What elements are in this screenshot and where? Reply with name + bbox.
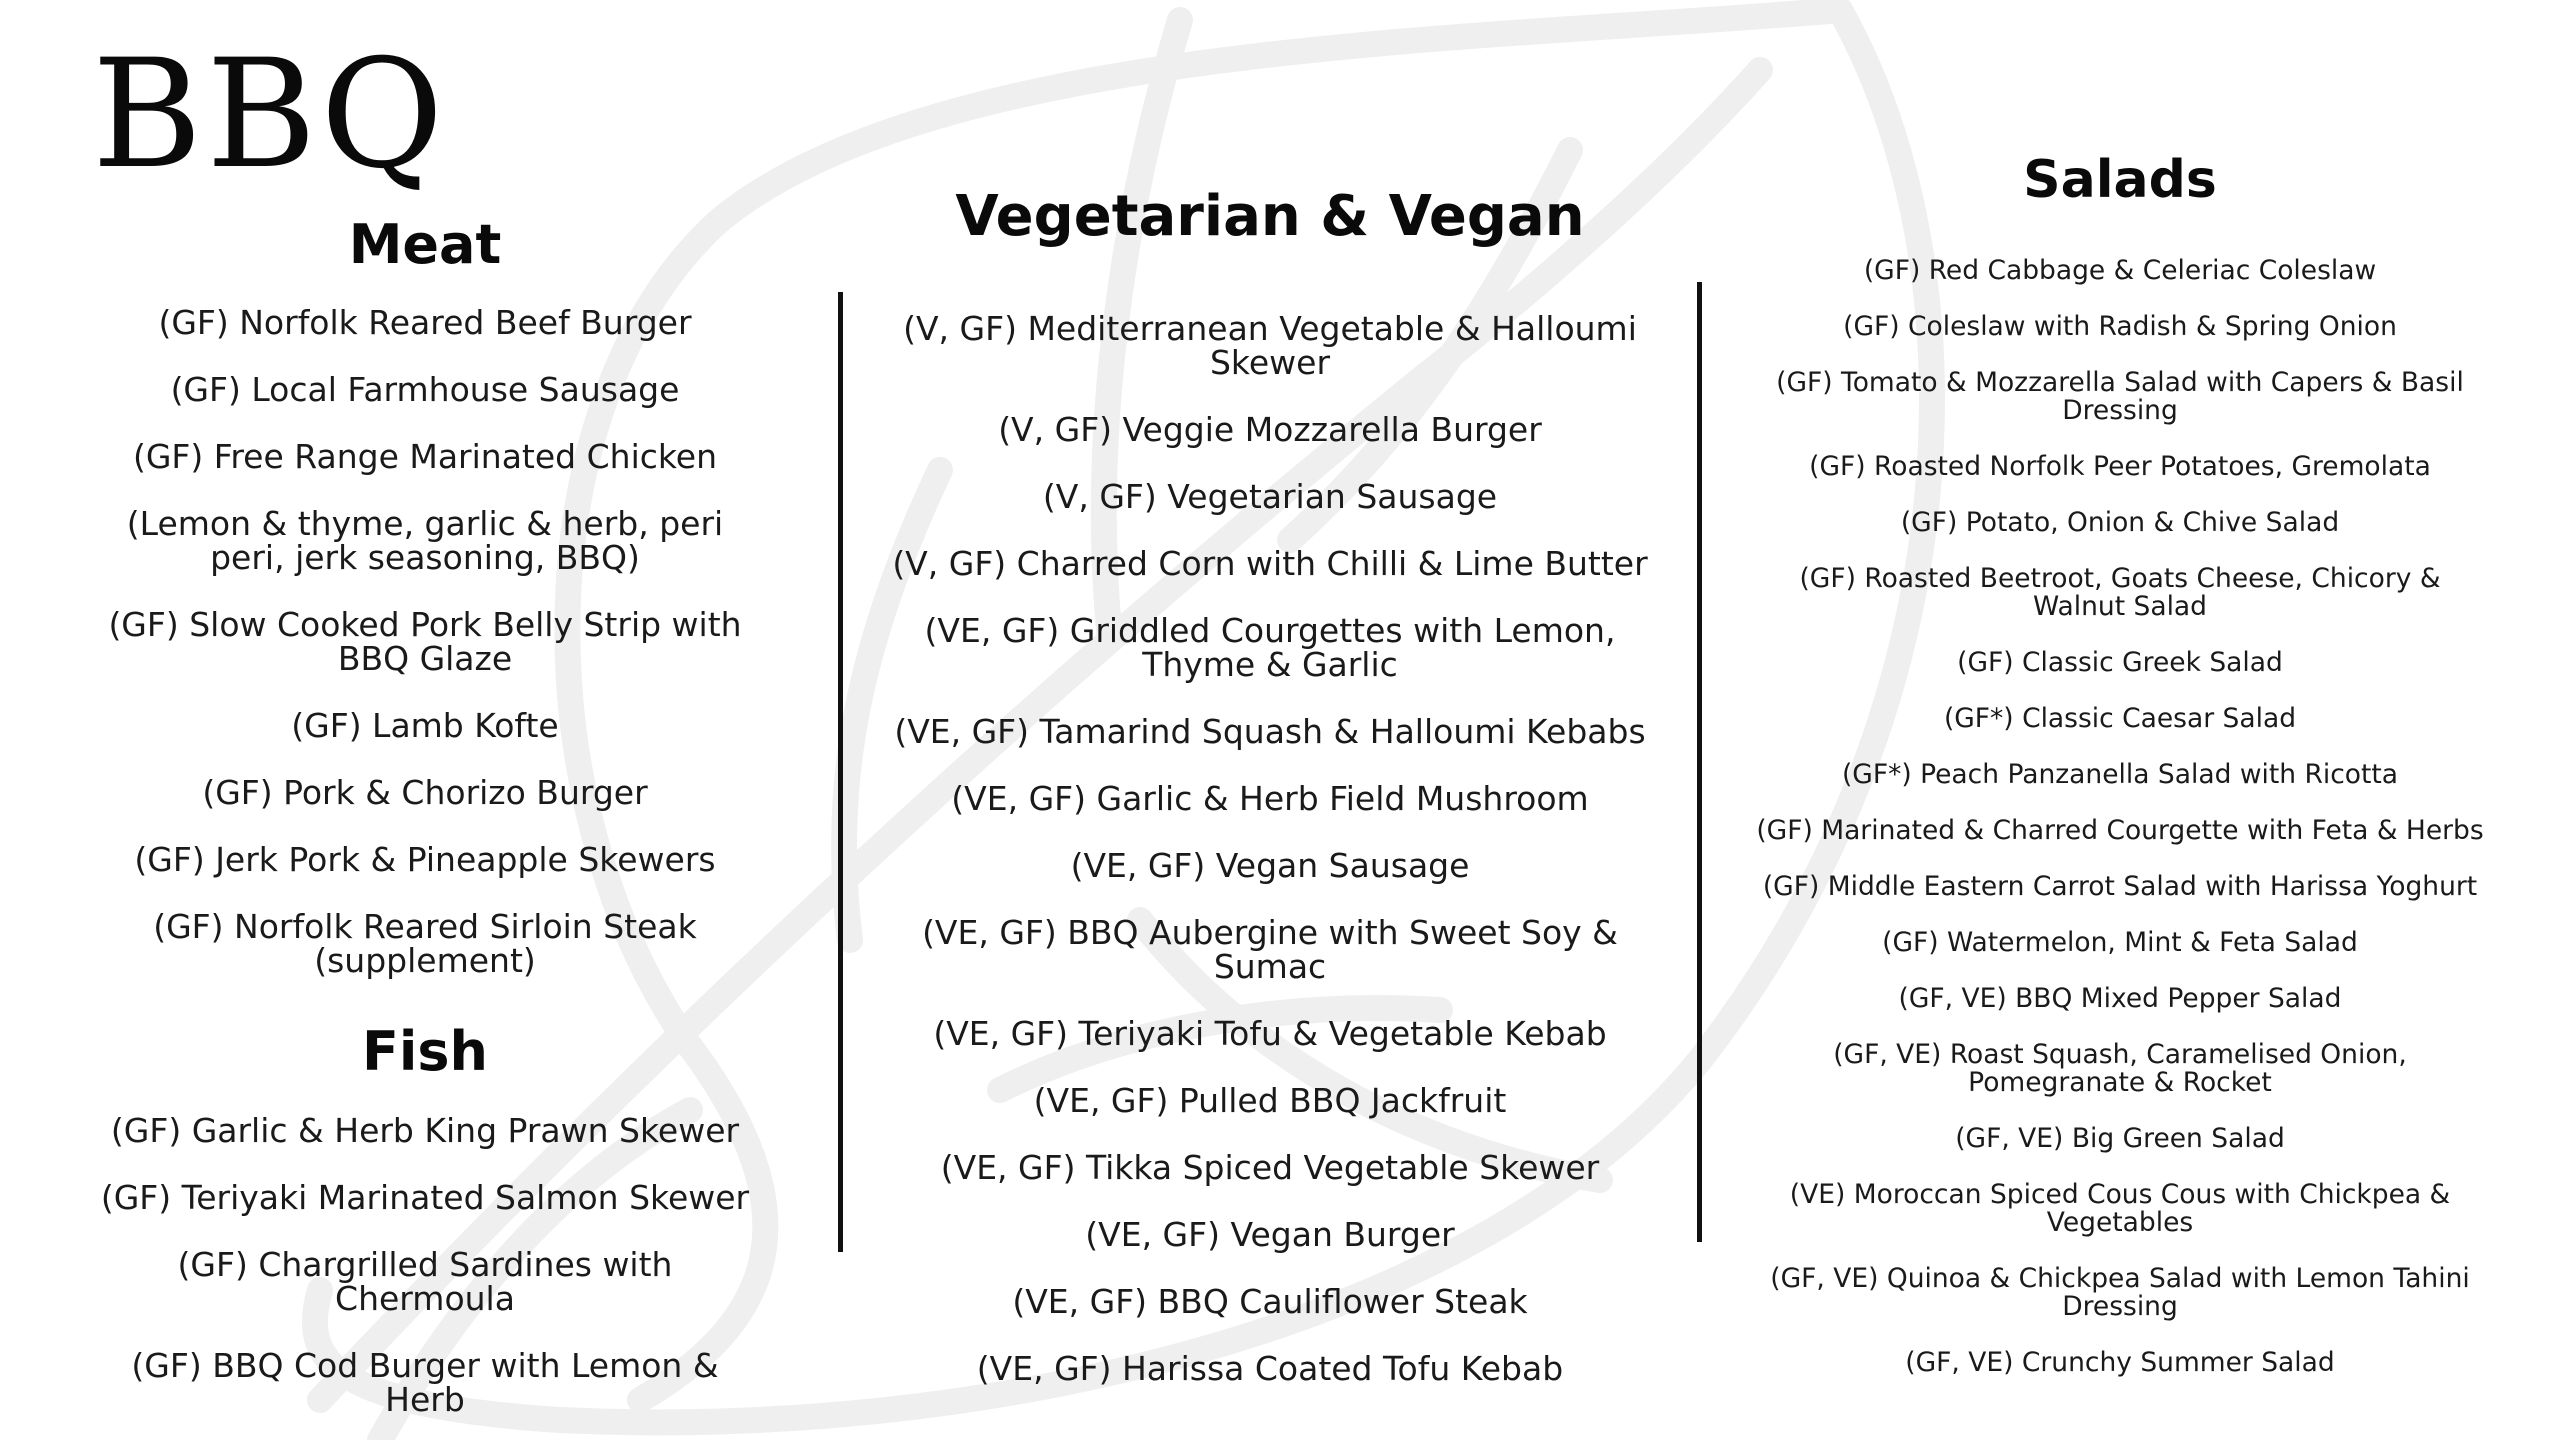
menu-item: (GF) Pork & Chorizo Burger <box>202 773 648 813</box>
menu-item: (GF) BBQ Cod Burger with Lemon & Herb <box>131 1345 719 1419</box>
menu-item: (VE, GF) Griddled Courgettes with Lemon, Thyme & Garlic <box>924 610 1616 684</box>
salads-heading: Salads <box>2023 150 2217 210</box>
menu-item: (V, GF) Vegetarian Sausage <box>1042 476 1498 516</box>
vegetarian-column <box>860 186 1680 1386</box>
menu-item: (GF, VE) Big Green Salad <box>1955 1123 2285 1155</box>
menu-item: (GF) Middle Eastern Carrot Salad with Harissa Yoghurt <box>1762 871 2478 903</box>
menu-item: (GF) Roasted Norfolk Peer Potatoes, Gremolata <box>1809 451 2431 483</box>
fish-heading: Fish <box>362 1020 488 1084</box>
meat-heading: Meat <box>348 213 502 276</box>
column-divider <box>838 292 843 1252</box>
menu-item: (GF) Chargrilled Sardines with Chermoula <box>177 1244 673 1318</box>
meat-list <box>80 303 770 981</box>
menu-item: (GF) Marinated & Charred Courgette with Feta & Herbs <box>1756 815 2484 847</box>
salads-column <box>1740 152 2500 1377</box>
menu-item: (V, GF) Charred Corn with Chilli & Lime Butter <box>892 543 1648 583</box>
menu-item: (GF) Slow Cooked Pork Belly Strip with BBQ Glaze <box>108 605 742 679</box>
menu-item: (GF) Norfolk Reared Beef Burger <box>158 303 692 343</box>
menu-item: (GF) Free Range Marinated Chicken <box>132 437 718 477</box>
menu-item: (V, GF) Veggie Mozzarella Burger <box>998 409 1542 449</box>
menu-item: (GF, VE) Crunchy Summer Salad <box>1905 1347 2335 1379</box>
menu-item: (GF) Tomato & Mozzarella Salad with Capers & Basil Dressing <box>1776 367 2464 427</box>
menu-item: (GF) Norfolk Reared Sirloin Steak (supplement) <box>153 907 697 981</box>
menu-item: (VE) Moroccan Spiced Cous Cous with Chickpea & Vegetables <box>1789 1179 2451 1239</box>
menu-item: (V, GF) Mediterranean Vegetable & Halloumi Skewer <box>903 308 1637 382</box>
menu-item: (GF, VE) Quinoa & Chickpea Salad with Lemon Tahini Dressing <box>1770 1263 2470 1323</box>
column-divider <box>1697 282 1702 1242</box>
menu-item: (GF, VE) BBQ Mixed Pepper Salad <box>1898 983 2342 1015</box>
menu-item: (GF) Classic Greek Salad <box>1957 647 2283 679</box>
fish-list <box>80 1110 770 1419</box>
menu-item: (Lemon & thyme, garlic & herb, peri peri, jerk seasoning, BBQ) <box>126 504 724 578</box>
menu-item: (GF) Local Farmhouse Sausage <box>170 370 680 410</box>
menu-item: (GF) Watermelon, Mint & Feta Salad <box>1882 927 2358 959</box>
menu-item: (GF) Potato, Onion & Chive Salad <box>1900 507 2340 539</box>
menu-item: (GF*) Peach Panzanella Salad with Ricotta <box>1841 759 2399 791</box>
page-title: BBQ <box>92 28 448 202</box>
vegetarian-heading: Vegetarian & Vegan <box>955 184 1585 249</box>
salads-list <box>1740 257 2500 1377</box>
menu-item: (GF) Jerk Pork & Pineapple Skewers <box>134 840 716 880</box>
menu-item: (GF, VE) Roast Squash, Caramelised Onion, Pomegranate & Rocket <box>1833 1039 2407 1099</box>
menu-item: (GF) Lamb Kofte <box>291 706 559 746</box>
menu-item: (GF) Teriyaki Marinated Salmon Skewer <box>100 1177 750 1217</box>
vegetarian-list <box>860 308 1680 1388</box>
meat-fish-column <box>80 215 770 1417</box>
menu-item: (GF*) Classic Caesar Salad <box>1943 703 2297 735</box>
menu-item: (GF) Red Cabbage & Celeriac Coleslaw <box>1863 255 2377 287</box>
menu-item: (VE, GF) Vegan Burger <box>1085 1214 1455 1254</box>
menu-item: (GF) Garlic & Herb King Prawn Skewer <box>110 1110 740 1150</box>
menu-item: (GF) Coleslaw with Radish & Spring Onion <box>1843 311 2397 343</box>
menu-item: (VE, GF) BBQ Cauliflower Steak <box>1012 1281 1528 1321</box>
menu-item: (VE, GF) Vegan Sausage <box>1070 845 1470 885</box>
menu-item: (VE, GF) Teriyaki Tofu & Vegetable Kebab <box>933 1013 1607 1053</box>
menu-item: (VE, GF) Tamarind Squash & Halloumi Kebabs <box>894 711 1646 751</box>
menu-item: (VE, GF) Pulled BBQ Jackfruit <box>1033 1080 1507 1120</box>
menu-item: (VE, GF) Garlic & Herb Field Mushroom <box>951 778 1589 818</box>
menu-item: (VE, GF) Harissa Coated Tofu Kebab <box>976 1348 1564 1388</box>
menu-item: (GF) Roasted Beetroot, Goats Cheese, Chicory & Walnut Salad <box>1799 563 2441 623</box>
menu-item: (VE, GF) BBQ Aubergine with Sweet Soy & Sumac <box>922 912 1618 986</box>
menu-item: (VE, GF) Tikka Spiced Vegetable Skewer <box>940 1147 1600 1187</box>
